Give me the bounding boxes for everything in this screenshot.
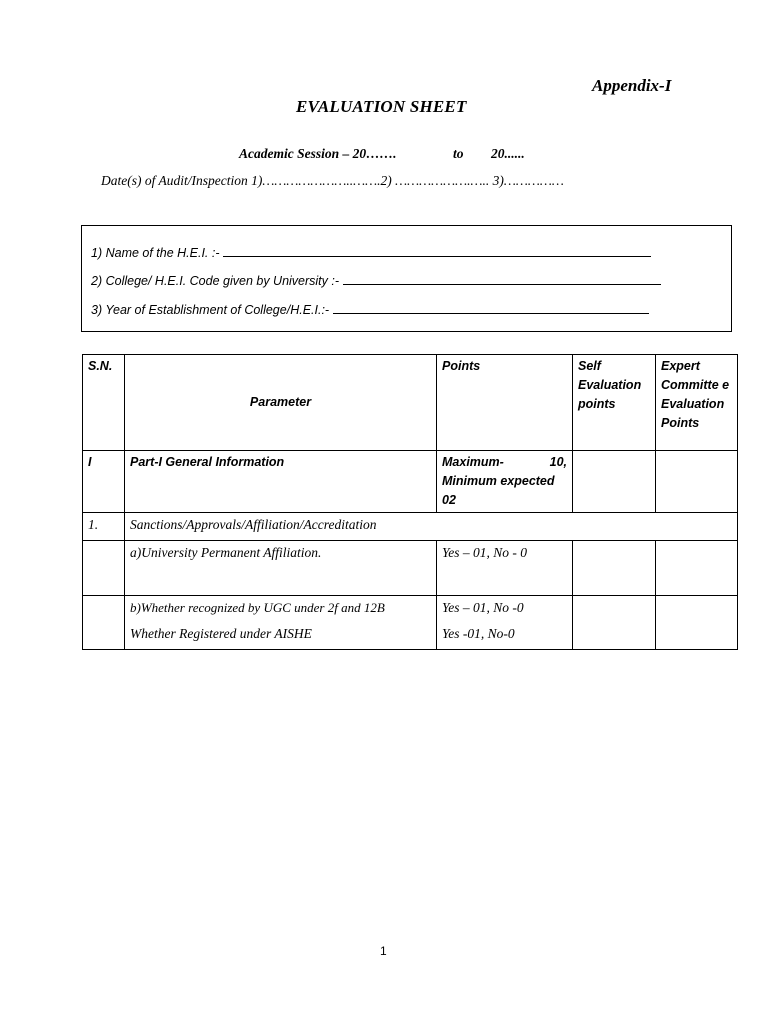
row-a-points: Yes – 01, No - 0 xyxy=(437,541,573,596)
header-points: Points xyxy=(437,355,573,451)
hei-code-row xyxy=(91,273,661,288)
academic-session-end: 20...... xyxy=(491,146,525,161)
hei-code-label: 2) College/ H.E.I. Code given by University :- xyxy=(91,274,343,288)
row-b-points-ugc: Yes – 01, No -0 xyxy=(442,600,524,615)
table-header-row xyxy=(83,355,738,451)
row-b-points-aishe: Yes -01, No-0 xyxy=(442,626,515,641)
header-self-evaluation: Self Evaluation points xyxy=(573,355,656,451)
section-points xyxy=(437,451,573,513)
page-title: EVALUATION SHEET xyxy=(296,97,467,116)
table-row xyxy=(83,596,738,650)
section-sn: I xyxy=(83,451,125,513)
section-points-min: Minimum expected 02 xyxy=(442,474,555,507)
hei-name-field[interactable] xyxy=(223,245,651,257)
row-b-parameter-ugc: b)Whether recognized by UGC under 2f and 12B xyxy=(130,600,385,615)
header-parameter: Parameter xyxy=(125,355,437,451)
section-points-max: Maximum- 10, xyxy=(442,455,567,469)
row-b-parameter xyxy=(125,596,437,650)
row-a-self-cell[interactable] xyxy=(573,541,656,596)
section-self-cell[interactable] xyxy=(573,451,656,513)
audit-dates-line: Date(s) of Audit/Inspection 1)…………………..…….2) ……………….….. 3)…………… xyxy=(101,173,564,188)
row-b-self-cell[interactable] xyxy=(573,596,656,650)
page-number: 1 xyxy=(380,944,387,958)
hei-code-field[interactable] xyxy=(343,273,661,285)
table-row xyxy=(83,513,738,541)
table-row xyxy=(83,451,738,513)
row-b-parameter-aishe: Whether Registered under AISHE xyxy=(130,626,312,641)
row-b-points xyxy=(437,596,573,650)
row-a-sn xyxy=(83,541,125,596)
row-b-sn xyxy=(83,596,125,650)
row-b-expert-cell[interactable] xyxy=(656,596,738,650)
header-expert-evaluation: Expert Committe e Evaluation Points xyxy=(656,355,738,451)
hei-year-label: 3) Year of Establishment of College/H.E.I.:- xyxy=(91,303,333,317)
table-row xyxy=(83,541,738,596)
section-expert-cell[interactable] xyxy=(656,451,738,513)
academic-session-label: Academic Session – 20……. xyxy=(239,146,397,161)
item1-sn: 1. xyxy=(83,513,125,541)
row-a-expert-cell[interactable] xyxy=(656,541,738,596)
hei-year-row xyxy=(91,302,649,317)
academic-session-to: to xyxy=(453,146,464,161)
header-sn: S.N. xyxy=(83,355,125,451)
row-a-parameter: a)University Permanent Affiliation. xyxy=(125,541,437,596)
hei-name-label: 1) Name of the H.E.I. :- xyxy=(91,246,223,260)
appendix-label: Appendix-I xyxy=(592,76,672,95)
item1-parameter: Sanctions/Approvals/Affiliation/Accreditation xyxy=(125,513,738,541)
hei-name-row xyxy=(91,245,651,260)
evaluation-table xyxy=(82,354,738,650)
section-parameter: Part-I General Information xyxy=(125,451,437,513)
hei-year-field[interactable] xyxy=(333,302,649,314)
hei-info-box xyxy=(81,225,732,332)
